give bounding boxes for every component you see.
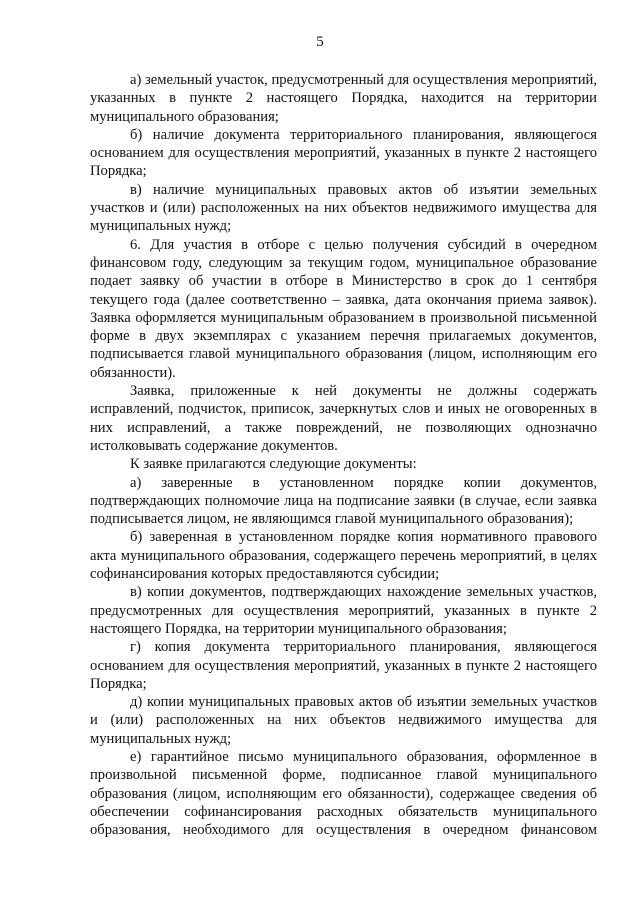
paragraph-d-planning-document-copy: г) копия документа территориального планирования, являющегося основанием для осуществления мероприятий, указанных в пункте 2 настоящего Порядка; [90,639,597,692]
paragraph-c-land-plot-documents: в) копии документов, подтверждающих нахождение земельных участков, предусмотренных для осуществления мероприятий, указанных в пункте 2 настоящего Порядка, на территории муниципального образования; [90,584,597,637]
paragraph-a-land-plot: а) земельный участок, предусмотренный для осуществления мероприятий, указанных в пункте 2 настоящего Порядка, находится на территории муниципального образования; [90,72,597,125]
paragraph-a-authority-copies: а) заверенные в установленном порядке копии документов, подтверждающих полномочие лица на подписание заявки (в случае, если заявка подписывается лицом, не являющимся главой муниципального образования); [90,474,597,528]
paragraph-f-guarantee-letter: е) гарантийное письмо муниципального образования, оформленное в произвольной письменной форме, подписанное главой муниципального образования (лицом, исполняющим его обязанности), содержащее сведения об обеспечении софинансирования расходных обязательств муниципального образования, необходимого для осуществления в очередном финансовом [90,748,597,839]
paragraph-b-normative-act-copy: б) заверенная в установленном порядке копия нормативного правового акта муниципального образования, содержащего перечень мероприятий, в целях софинансирования которых предоставляются субсидии; [90,529,597,583]
paragraph-b-planning-document: б) наличие документа территориального планирования, являющегося основанием для осуществления мероприятий, указанных в пункте 2 настоящего Порядка; [90,126,597,180]
paragraph-application-requirements: Заявка, приложенные к ней документы не должны содержать исправлений, подчисток, приписок, зачеркнутых слов и иных не оговоренных в них исправлений, а также повреждений, не позволяющих однозначно истолковывать содержание документов. [90,383,597,454]
paragraph-6-application: 6. Для участия в отборе с целью получения субсидий в очередном финансовом году, следующим за текущим годом, муниципальное образование подает заявку об участии в отборе в Министерство в срок до 1 сентября текущего года (далее соответственно – заявка, дата окончания приема заявок). Заявка оформляется муниципальным образованием в произвольной письменной форме в двух экземплярах с указанием перечня прилагаемых документов, подписывается главой муниципального образования (лицом, исполняющим его обязанности). [90,236,597,381]
paragraph-e-legal-acts-copies: д) копии муниципальных правовых актов об изъятии земельных участков и (или) расположенных на них объектов недвижимого имущества для муниципальных нужд; [90,694,597,747]
paragraph-c-legal-acts: в) наличие муниципальных правовых актов об изъятии земельных участков и (или) расположенных на них объектов недвижимого имущества для муниципальных нужд; [90,181,597,235]
document-body [90,71,597,839]
page-number: 5 [316,34,324,50]
paragraph-attached-documents-heading: К заявке прилагаются следующие документы: [130,456,417,473]
